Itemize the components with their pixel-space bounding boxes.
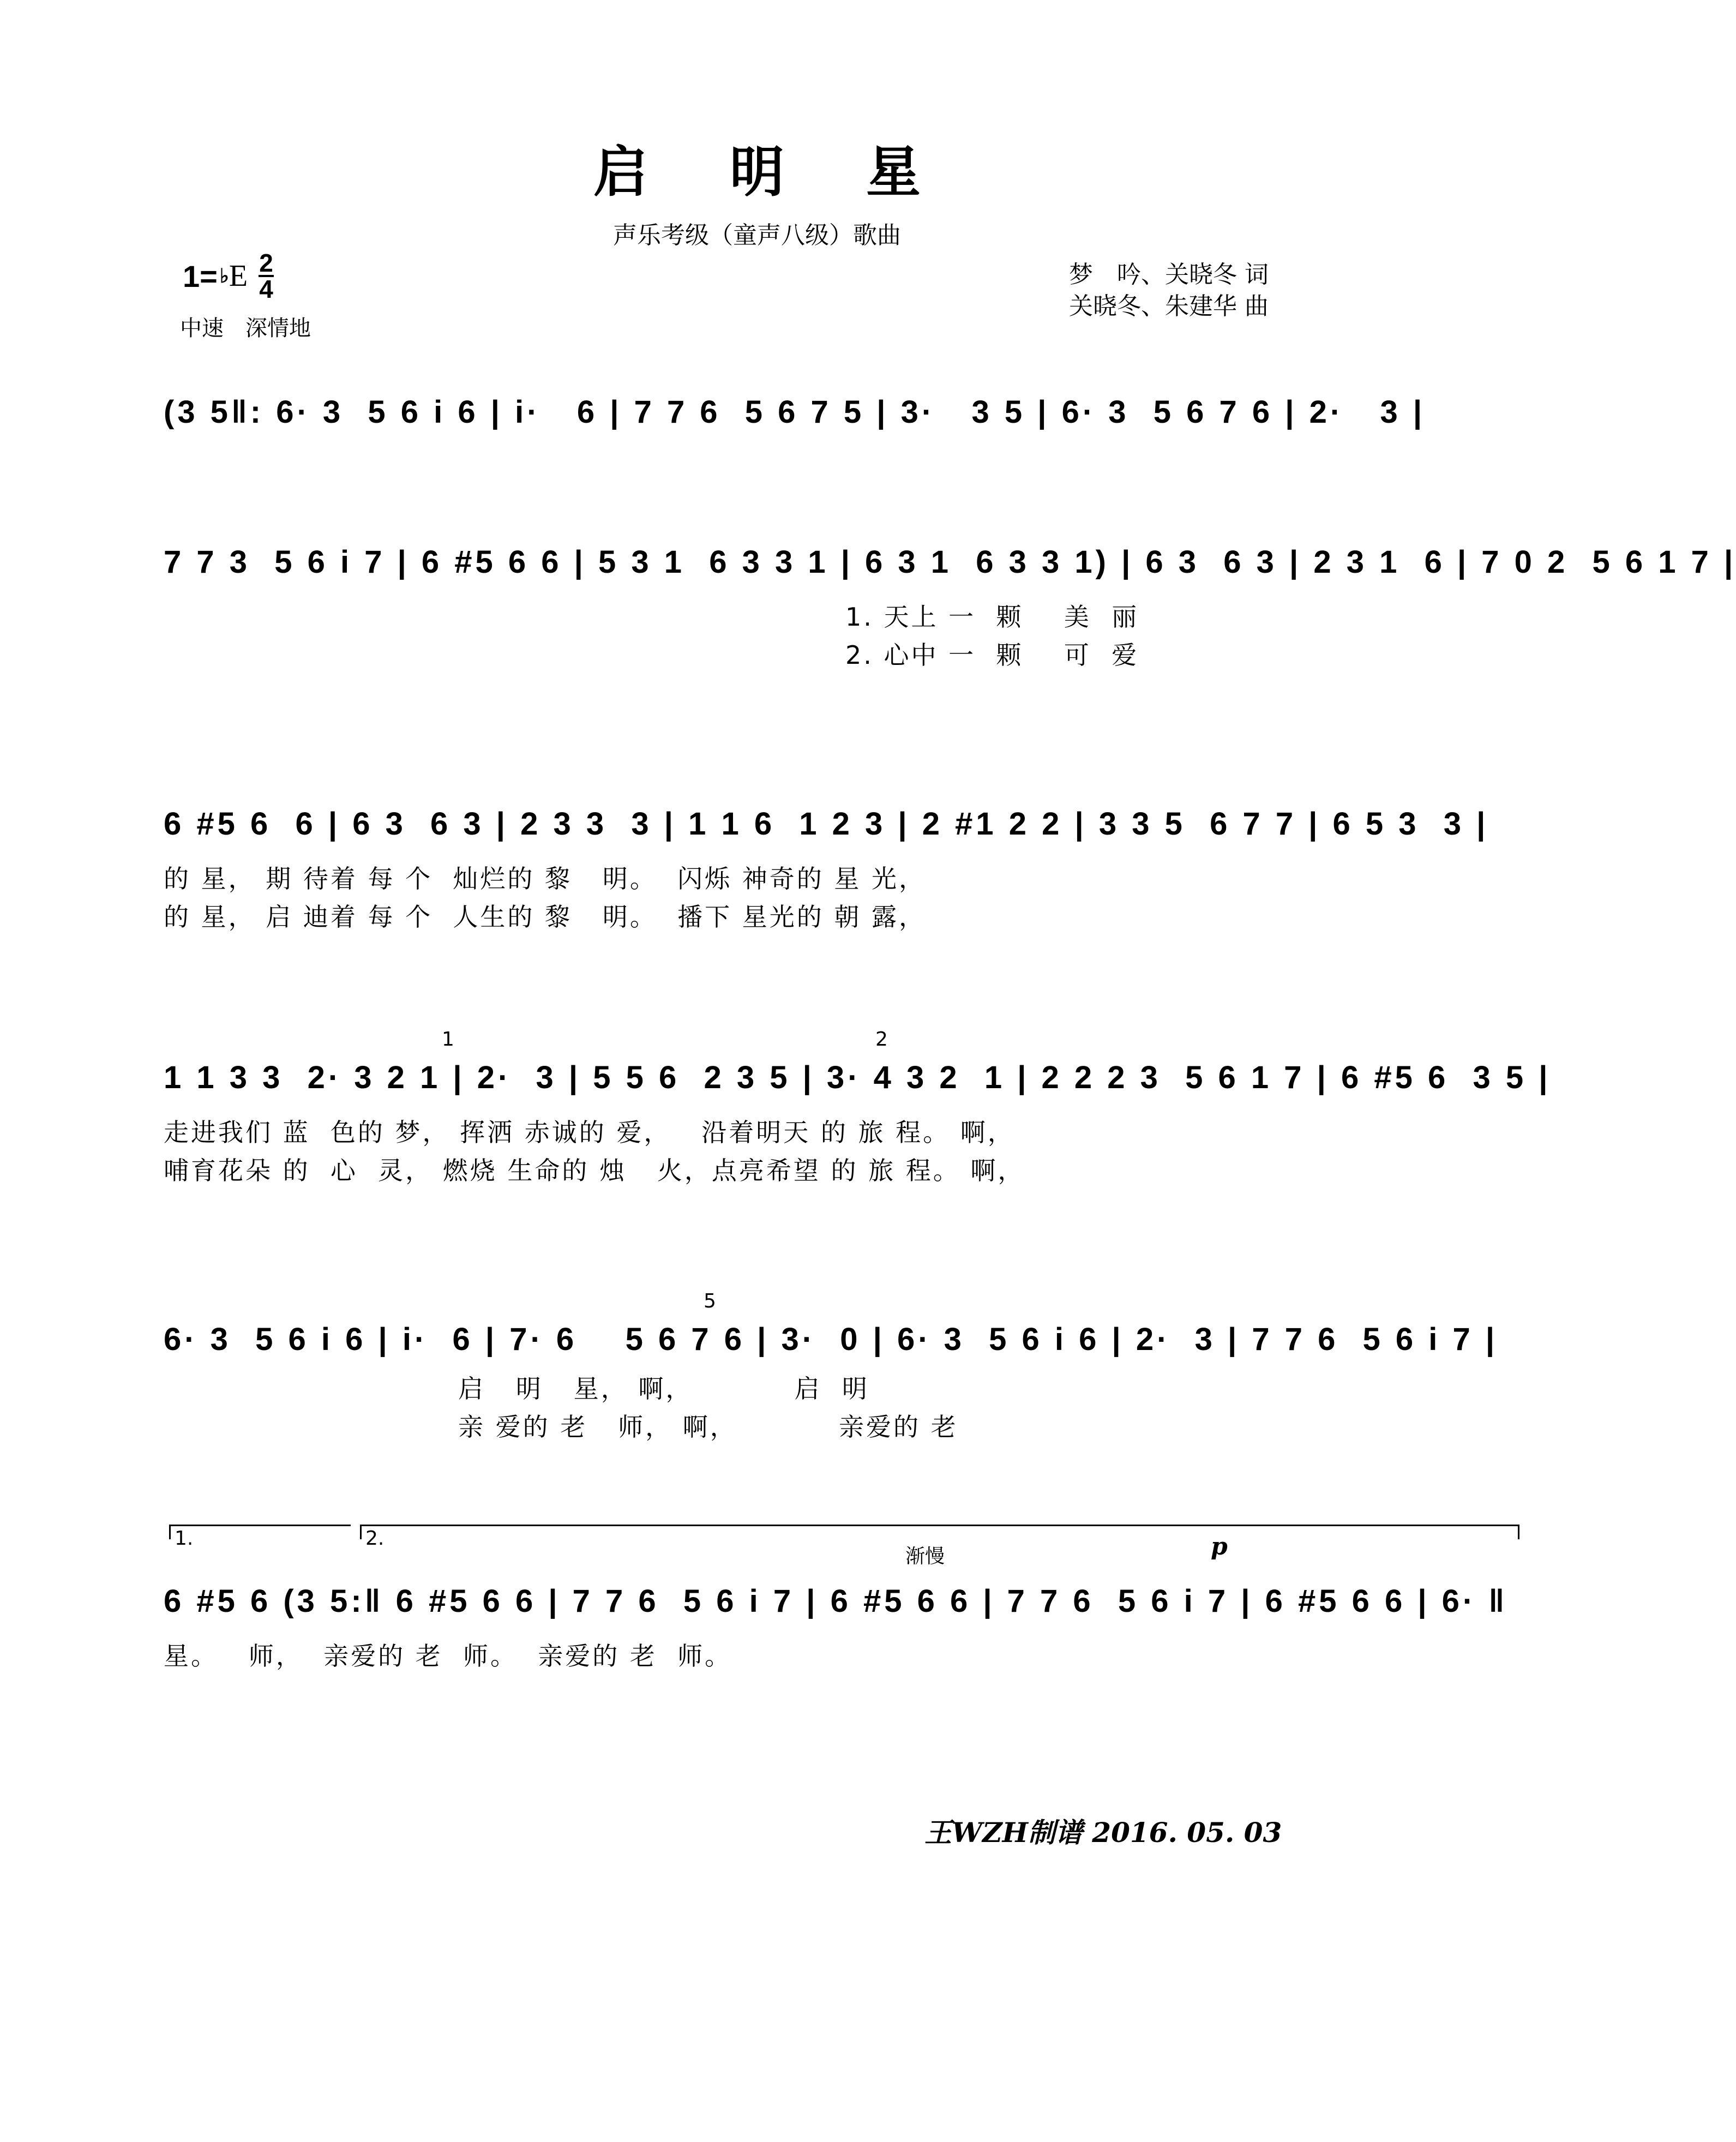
system-2	[164, 532, 1736, 670]
tempo-slowing: 渐慢	[905, 1545, 945, 1568]
lyricist: 梦 吟、关晓冬 词	[1069, 261, 1269, 289]
staff	[164, 382, 1426, 442]
lyrics-verse-1: 1. 天上 一 颗 美 丽	[845, 602, 1139, 632]
lyrics-verse-1: 的 星， 期 待着 每 个 灿烂的 黎 明。 闪烁 神奇的 星 光，	[164, 864, 926, 893]
lyrics-verse-2: 的 星， 启 迪着 每 个 人生的 黎 明。 播下 星光的 朝 露，	[164, 902, 926, 932]
time-bottom: 4	[259, 275, 273, 303]
transcriber-credit: 王WZH制谱 2016. 05. 03	[924, 1816, 1282, 1849]
volta-1-label: 1.	[175, 1527, 194, 1550]
notes: 6 #5 6 (3 5:‖ 6 #5 6 6 | 7 7 6 5 6 i 7 | 6 #5 6 6 | 7 7 6 5 6 i 7 | 6 #5 6 6 | 6· ‖	[164, 1583, 1508, 1619]
notes: 7 7 3 5 6 i 7 | 6 #5 6 6 | 5 3 1 6 3 3 1 | 6 3 1 6 3 3 1) | 6 3 6 3 | 2 3 1 6 | 7 0 2 5 6 1 7 |	[164, 544, 1736, 580]
lyrics-verse-2: 2. 心中 一 颗 可 爱	[845, 640, 1139, 670]
lyrics-verse-2: 哺育花朵 的 心 灵， 燃烧 生命的 烛 火，点亮希望 的 旅 程。 啊，	[164, 1156, 1025, 1185]
staff	[164, 1309, 1498, 1369]
lyrics-verse-1: 启 明 星， 啊， 启 明	[458, 1374, 869, 1403]
notes: (3 5‖: 6· 3 5 6 i 6 | i· 6 | 7 7 6 5 6 7 5 | 3· 3 5 | 6· 3 5 6 7 6 | 2· 3 |	[164, 394, 1426, 430]
staff	[164, 794, 1489, 854]
key-signature	[183, 251, 274, 301]
staff	[164, 1571, 1508, 1631]
system-4	[164, 1028, 1551, 1185]
lyrics-verse-1: 星。 师， 亲爱的 老 师。 亲爱的 老 师。	[164, 1641, 732, 1671]
volta-2-label: 2.	[365, 1527, 385, 1550]
ending-2-mark: 2	[875, 1028, 888, 1051]
ending-5-mark: 5	[704, 1290, 716, 1312]
song-subtitle: 声乐考级（童声八级）歌曲	[613, 221, 901, 249]
ending-1-mark: 1	[442, 1028, 454, 1051]
credits	[1069, 259, 1269, 322]
key-note: E	[229, 259, 248, 293]
time-signature	[259, 251, 274, 301]
key-prefix: 1=	[183, 259, 218, 293]
volta-1-bracket	[169, 1525, 351, 1539]
volta-2-bracket	[360, 1525, 1519, 1539]
lyrics-verse-1: 走进我们 蓝 色的 梦， 挥洒 赤诚的 爱， 沿着明天 的 旅 程。 啊，	[164, 1118, 1015, 1147]
system-6	[164, 1527, 1508, 1671]
flat-sign: ♭	[219, 265, 229, 287]
composer: 关晓冬、朱建华 曲	[1069, 292, 1269, 320]
staff	[164, 532, 1736, 592]
system-5	[164, 1290, 1498, 1442]
time-top: 2	[259, 249, 273, 277]
dynamic-piano: p	[1211, 1533, 1228, 1561]
system-1	[164, 382, 1426, 442]
system-3	[164, 794, 1489, 932]
staff	[164, 1047, 1551, 1107]
lyrics-verse-2: 亲 爱的 老 师， 啊， 亲爱的 老	[458, 1412, 958, 1442]
notes: 6· 3 5 6 i 6 | i· 6 | 7· 6 5 6 7 6 | 3· 0 | 6· 3 5 6 i 6 | 2· 3 | 7 7 6 5 6 i 7 |	[164, 1321, 1498, 1357]
notes: 1 1 3 3 2· 3 2 1 | 2· 3 | 5 5 6 2 3 5 | 3· 4 3 2 1 | 2 2 2 3 5 6 1 7 | 6 #5 6 3 5 |	[164, 1059, 1551, 1095]
song-title: 启明星	[593, 140, 1002, 204]
notes: 6 #5 6 6 | 6 3 6 3 | 2 3 3 3 | 1 1 6 1 2 3 | 2 #1 2 2 | 3 3 5 6 7 7 | 6 5 3 3 |	[164, 806, 1489, 842]
tempo-marking: 中速 深情地	[180, 316, 311, 341]
